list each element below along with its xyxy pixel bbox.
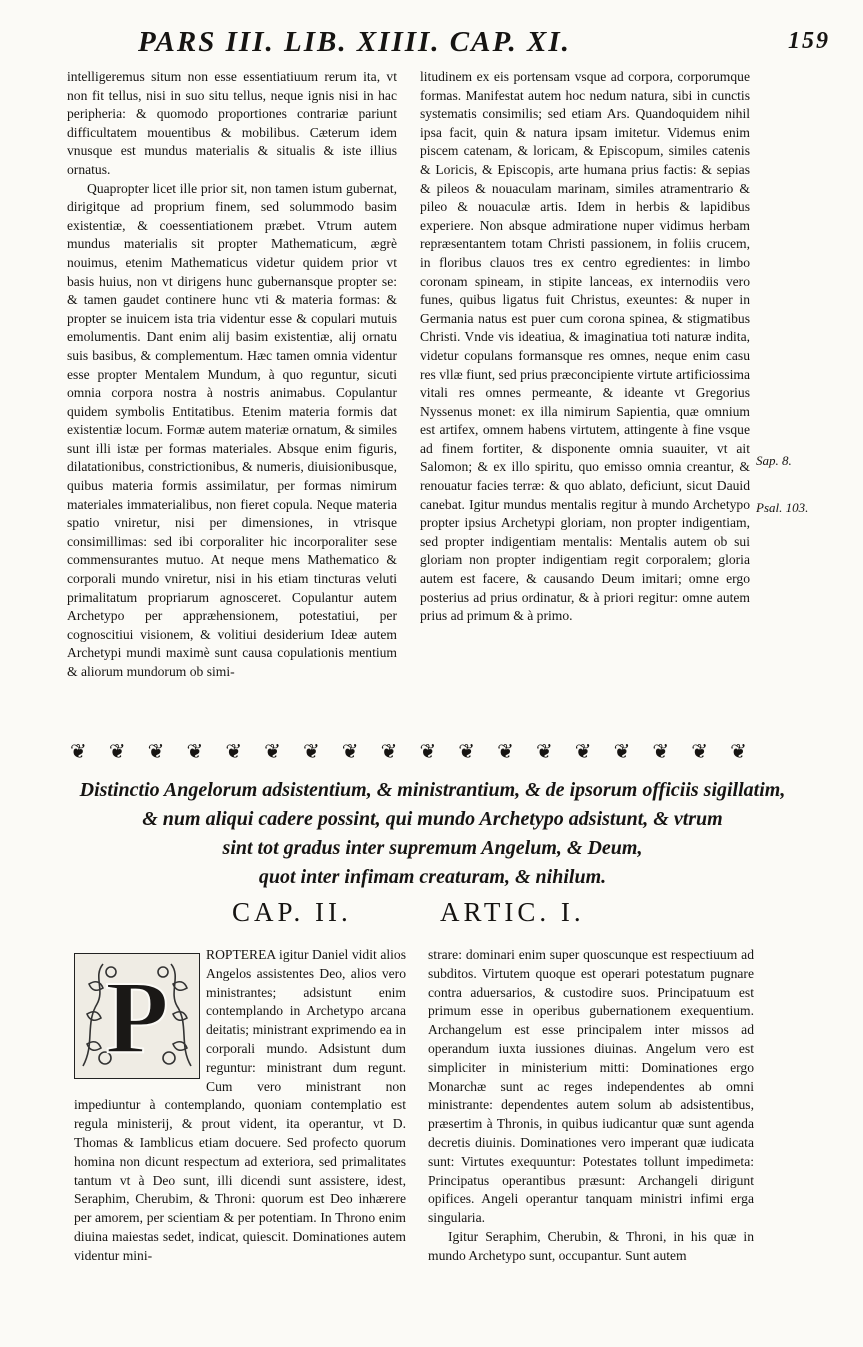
column-left-bottom bbox=[74, 946, 406, 1266]
ornament-icon: ❦ bbox=[380, 740, 396, 763]
chapter-number: CAP. II. bbox=[232, 897, 352, 927]
paragraph: strare: dominari enim super quoscunque est respectiuum ad subditos. Virtutem quoque est operari potestatum pugnare contra aduersarios, & custodire suos. Principatuum est primum esse in operibus gubernationem exequentium. Archangelum est esse principalem inter missos ad operandum iuxta iussiones diuinas. Angelum vero est simpliciter in ministerium mitti: Dominationes ergo Monarchæ sunt ac reges independentes ab omni ministrante: dependentes autem solum ab adsistentibus, præsertim à Thronis, in quibus iudicantur quæ sunt agenda decretis diuinis. Dominationes vero imperant quæ iudicata sunt: Virtutes exequuntur: Potestates tollunt impedimeta: Principatus operantibus præsunt: Archangeli dirigunt opifices. Angeli operantur tanquam ministri infimi erga singularia. bbox=[428, 947, 754, 1226]
ornament-icon: ❦ bbox=[652, 740, 668, 763]
ornament-icon: ❦ bbox=[535, 740, 551, 763]
paragraph: Igitur Seraphim, Cherubin, & Throni, in his quæ in mundo Archetypo sunt, occupantur. Sunt autem bbox=[428, 1228, 754, 1263]
dropcap-letter: P bbox=[105, 960, 169, 1075]
chapter-title-line: Distinctio Angelorum adsistentium, & ministrantium, & de ipsorum officiis sigillatim, bbox=[79, 779, 786, 801]
running-title: PARS III. LIB. XIIII. CAP. XI. bbox=[138, 26, 571, 58]
ornament-icon: ❦ bbox=[147, 740, 163, 763]
running-header bbox=[0, 22, 863, 62]
article-number: ARTIC. I. bbox=[440, 897, 585, 927]
ornament-icon: ❦ bbox=[458, 740, 474, 763]
paragraph: Quapropter licet ille prior sit, non tamen istum gubernat, dirigitque ad proprium finem, sed solummodo basim existentiæ, & coessentiationem præbet. Vtrum autem mundus materialis sit propter Mathematicum, ægrè nouimus, etenim Mathematicus videtur quidem prior vt basis huius, non vt dirigens hunc gubernansque propter se: & tamen gaudet continere hunc vti & materia formas: & propter se inuicem ista tria videntur esse & copulari mutuis emolumentis. Dant enim alij basim existentiæ, alij ornatu suis basibus, & complementum. Hæc tamen omnia videntur esse propter Mentalem Mundum, à quo reguntur, sicuti omnia corpora nostra à nostris animabus. Copulantur quidem symbolis Entitatibus. Etenim materia formis dat existentiæ locum. Formæ autem materiæ ornatum, & similes sunt illi istæ per formas materiales. Absque enim figuris, dilatationibus, constrictionibus, & numeris, diuisionibusque, quibus materia formis assimilatur, per formas nimirum materiales immaterialibus, non fieret copula. Neque materia spatio vniretur, nisi per dimensiones, in vtrisque consimillimas: sed ibi corporaliter hic incorporaliter sese commensurantes mutuo. At neque mens Mathematico & corporali mundo vniretur, nisi in his etiam tincturas veluti primalitatum propriarum agnosceret. Copulantur autem Archetypo per appræhensionem, potestatiui, per cognoscitiui visionem, & volitiui desiderium Ideæ autem Archetypi mundi maximè sunt causa copulationis mentium & aliorum mundorum ob simi- bbox=[67, 180, 397, 679]
column-right-bottom bbox=[428, 946, 754, 1266]
paragraph: ROPTEREA igitur Daniel vidit alios Angelos assistentes Deo, alios vero ministrantes; adsistunt enim contemplando in Archetypo arcana deitatis; ministrant exprimendo ea in corporali mundo. Adsistunt dum reguntur: ministrant dum regunt. Cum vero ministrant non impediuntur à contemplando, quoniam contemplatio est regula ministerij, & prout vident, ita operantur, vt D. Thomas & Iamblicus etiam docuere. Sed profecto quorum homina non dicunt respectum ad exteriora, sed primalitates tantum vt à Deo sunt, illi dicendi sunt assistere, idest, Seraphim, Cherubim, & Throni: quorum est Deo inhærere per amorem, per scientiam & per potentiam. In Throno enim diuina maiestas sedet, indicat, quiescit. Dominationes autem videntur mini- bbox=[74, 947, 406, 1263]
ornament-icon: ❦ bbox=[264, 740, 279, 763]
dropcap-space bbox=[74, 948, 206, 1078]
column-right-top bbox=[420, 68, 750, 626]
paragraph: litudinem ex eis portensam vsque ad corpora, corporumque formas. Manifestat autem hoc nedum natura, sibi in cunctis systematis consimilis; sed etiam Ars. Quandoquidem nihil ipsa facit, quin & natura ipsam imitetur. Videmus enim piscem catenam, & loricam, & Episcopum, similes catenis & Loricis, & Episcopis, arte humana prius factis: & sepias & pileos & nouaculam marinam, similes atramentrario & pileo & nouaculæ artis. Idem in herbis & lapidibus experiere. Non absque admiratione nuper vidimus herbam repræsentantem totam Christi passionem, in foliis crucem, in floribus clauos tres ex centro egredientes: in limbo coronam spineam, in stipite lanceas, ex internodiis vero funes, quibus ligatus fuit Christus, exeuntes: & nuper in Germania natus est puer cum corona spinea, & stigmatibus Christi. Vnde vis ideatiua, & imaginatiua toti naturæ indita, videtur copulans formansque res omnes, neque enim casu res vllæ fiunt, sed prius præconcipiente virtute artificiossima vitali res omnes permeante, & ideante vt Gregorius Nyssenus monet: ex illa nimirum Sapientia, quæ omnium est artifex, omnem habens virtutem, attingente à fine vsque ad finem fortiter, & disponente omnia suauiter, vt ait Salomon; & ex illo spiritu, quo emisso omnia creantur, & renouatur facies terræ: & quo ablato, deficiunt, sicut Dauid canebat. Igitur mundus mentalis regitur à mundo Archetypo propter ipsius Archetypi gloriam, non propter indigentiam, sed propter indigentiam mentalis: Mentalis autem ob sui gloriam non propter indigentiam regit corporalem; gloria autem est facere, & causando Deum imitari; omne ergo posterius ad prius ordinatur, & à priori regitur: omne autem prius ad primum & à primo. bbox=[420, 69, 750, 624]
ornament-band bbox=[70, 738, 745, 764]
ornament-icon: ❦ bbox=[691, 740, 707, 763]
margin-note: Psal. 103. bbox=[756, 500, 809, 515]
ornament-icon: ❦ bbox=[730, 740, 745, 763]
ornament-icon: ❦ bbox=[497, 740, 512, 763]
ornament-icon: ❦ bbox=[108, 740, 124, 763]
ornament-icon: ❦ bbox=[613, 740, 629, 763]
ornament-icon: ❦ bbox=[419, 740, 435, 763]
ornament-icon: ❦ bbox=[225, 740, 241, 763]
margin-note: Sap. 8. bbox=[756, 453, 792, 468]
chapter-title bbox=[60, 776, 805, 892]
ornament-icon: ❦ bbox=[574, 740, 590, 763]
column-left-top bbox=[67, 68, 397, 682]
chapter-heading bbox=[0, 897, 863, 933]
paragraph: intelligeremus situm non esse essentiatiuum rerum ita, vt non fit tellus, nisi in suo situ tellus, neque ignis nisi in hac peripheria: & quomodo proportiones contrariæ pariunt difficultatem mouentibus & mobilibus. Cæterum idem vnusque est mundus materialis & situalis & iste illius ornatus. bbox=[67, 69, 397, 177]
ornament-icon: ❦ bbox=[302, 740, 318, 763]
page-number: 159 bbox=[788, 28, 830, 54]
ornament-icon: ❦ bbox=[70, 740, 85, 763]
chapter-title-line: sint tot gradus inter supremum Angelum, & Deum, bbox=[222, 837, 643, 859]
ornament-icon: ❦ bbox=[186, 740, 202, 763]
ornament-icon: ❦ bbox=[341, 740, 357, 763]
chapter-title-line: quot inter infimam creaturam, & nihilum. bbox=[258, 866, 607, 888]
chapter-title-line: & num aliqui cadere possint, qui mundo Archetypo adsistunt, & vtrum bbox=[142, 808, 723, 830]
